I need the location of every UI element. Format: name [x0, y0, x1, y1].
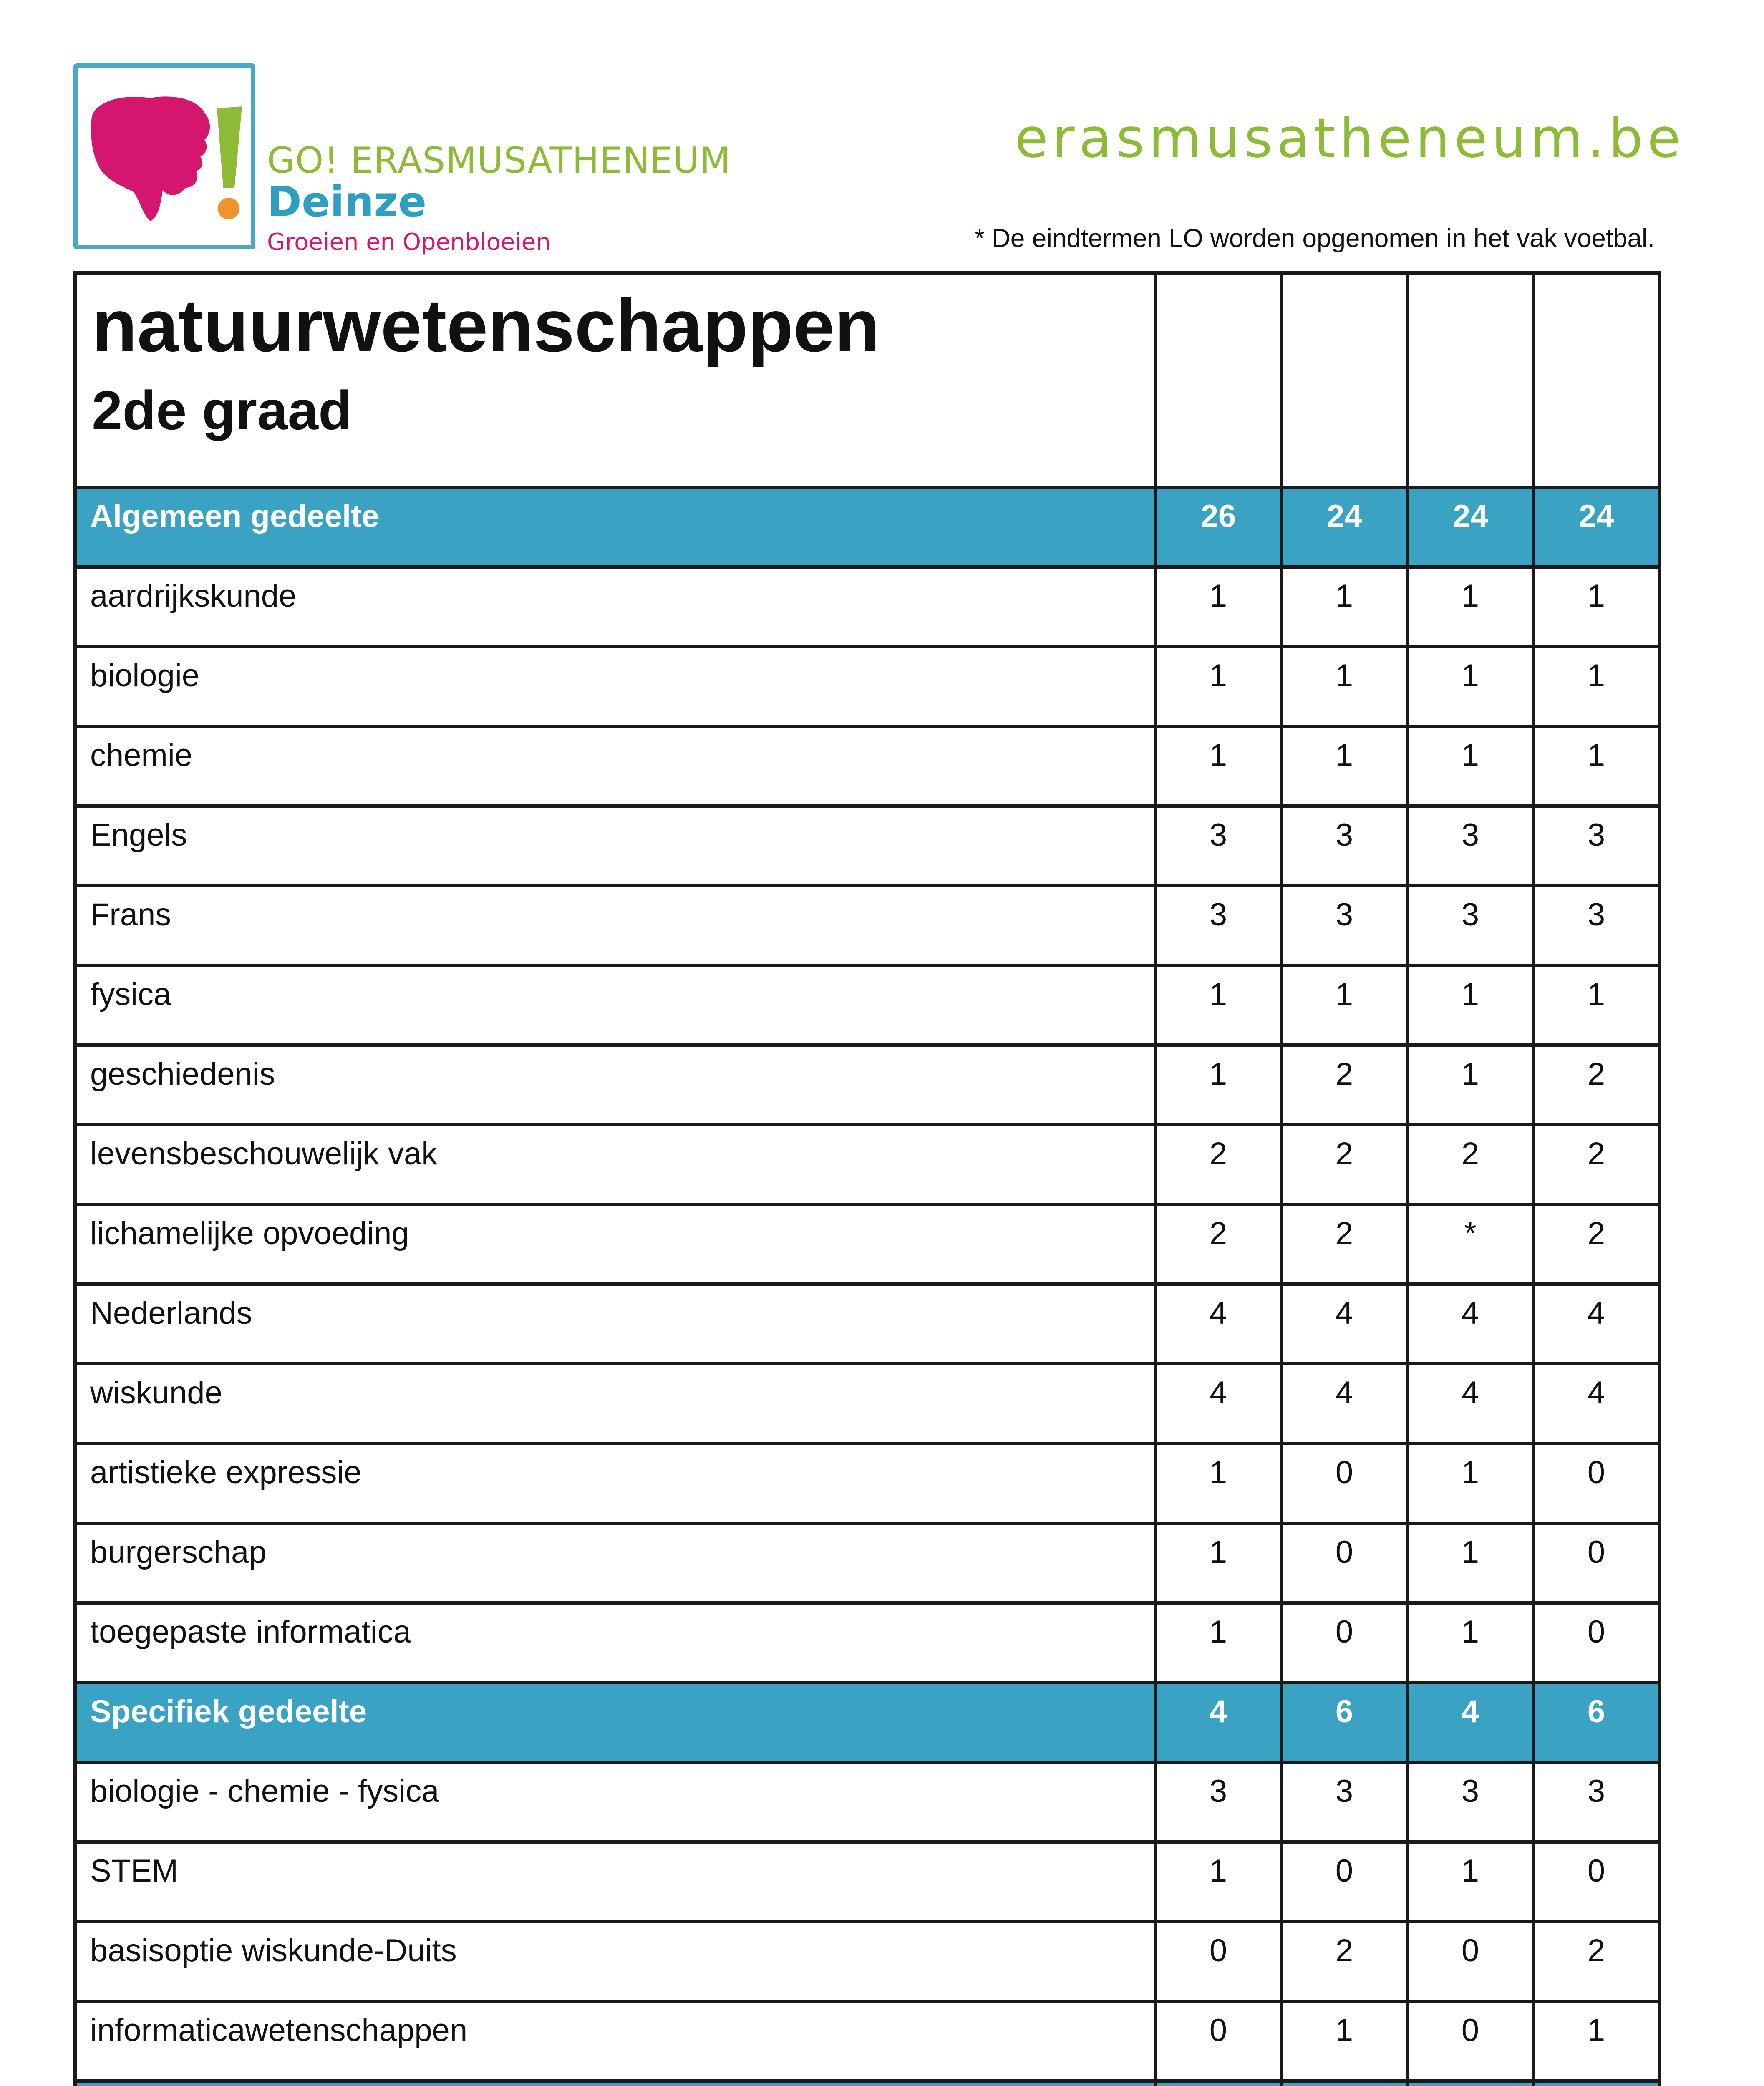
footnote: * De eindtermen LO worden opgenomen in het vak voetbal.	[974, 224, 1655, 253]
page-title: natuurwetenschappen	[92, 284, 880, 367]
subject-name: biologie - chemie - fysica	[75, 1762, 1155, 1842]
section-row	[75, 487, 1659, 567]
hours-cell: *	[1407, 1204, 1533, 1284]
subject-name: geschiedenis	[75, 1045, 1155, 1125]
hours-cell: 1	[1407, 1603, 1533, 1683]
hours-cell: 3	[1407, 886, 1533, 965]
hours-cell: 6	[1281, 1683, 1407, 1762]
hours-cell: 4	[1155, 1683, 1281, 1762]
section-row	[75, 2081, 1659, 2086]
table-row	[75, 1444, 1659, 1523]
hours-cell: 0	[1533, 1842, 1659, 1922]
table-row	[75, 1762, 1659, 1842]
hours-cell: 2	[1533, 1125, 1659, 1204]
hours-cell: 4	[1533, 1284, 1659, 1364]
hours-cell: 4	[1155, 1284, 1281, 1364]
subject-name: informaticawetenschappen	[75, 2001, 1155, 2081]
hours-cell: 1	[1281, 2001, 1407, 2081]
hours-cell: 0	[1155, 2001, 1281, 2081]
hours-cell: 0	[1407, 2001, 1533, 2081]
section-row	[75, 1683, 1659, 1762]
subject-name: wiskunde	[75, 1364, 1155, 1444]
table-row	[75, 1364, 1659, 1444]
column-header	[1407, 273, 1533, 487]
website-link[interactable]: erasmusatheneum.be	[1015, 106, 1685, 170]
hours-cell: 1	[1533, 647, 1659, 726]
subject-name: toegepaste informatica	[75, 1603, 1155, 1683]
subject-name: Engels	[75, 806, 1155, 886]
subject-name: burgerschap	[75, 1523, 1155, 1603]
hours-cell: 6	[1533, 1683, 1659, 1762]
hours-cell: 2	[1407, 1125, 1533, 1204]
hours-cell	[1155, 2081, 1281, 2086]
table-row	[75, 567, 1659, 647]
hours-cell: 2	[1155, 1125, 1281, 1204]
subject-name: chemie	[75, 726, 1155, 806]
subject-name: levensbeschouwelijk vak	[75, 1125, 1155, 1204]
subject-name: basisoptie wiskunde-Duits	[75, 1922, 1155, 2001]
hours-cell: 1	[1155, 1444, 1281, 1523]
brand-tagline: Groeien en Openbloeien	[267, 229, 551, 256]
subject-name: fysica	[75, 965, 1155, 1045]
hours-cell	[1281, 2081, 1407, 2086]
hours-cell: 0	[1533, 1444, 1659, 1523]
subject-name: Specifiek gedeelte	[75, 1683, 1155, 1762]
table-row	[75, 806, 1659, 886]
hours-cell: 3	[1533, 806, 1659, 886]
hours-cell: 0	[1281, 1523, 1407, 1603]
hours-cell: 1	[1155, 567, 1281, 647]
subject-name: lichamelijke opvoeding	[75, 1204, 1155, 1284]
hours-cell: 2	[1281, 1204, 1407, 1284]
table-row	[75, 886, 1659, 965]
column-header	[1155, 273, 1281, 487]
subject-name	[75, 2081, 1155, 2086]
hours-cell: 4	[1407, 1683, 1533, 1762]
hours-cell	[1407, 2081, 1533, 2086]
hours-cell: 1	[1155, 1842, 1281, 1922]
subject-name: aardrijkskunde	[75, 567, 1155, 647]
hours-cell: 1	[1407, 1842, 1533, 1922]
hours-cell: 1	[1155, 726, 1281, 806]
hours-cell: 1	[1407, 567, 1533, 647]
hours-cell: 1	[1533, 567, 1659, 647]
hours-cell: 3	[1155, 886, 1281, 965]
table-row	[75, 1922, 1659, 2001]
hours-cell: 1	[1155, 965, 1281, 1045]
hours-cell: 2	[1533, 1922, 1659, 2001]
hours-cell: 2	[1155, 1204, 1281, 1284]
brand-name: GO! ERASMUSATHENEUM	[267, 140, 731, 181]
table-row	[75, 647, 1659, 726]
hours-cell: 3	[1533, 886, 1659, 965]
hours-cell: 1	[1407, 965, 1533, 1045]
hours-cell: 1	[1281, 647, 1407, 726]
table-row	[75, 1045, 1659, 1125]
table-row	[75, 1842, 1659, 1922]
hours-cell: 0	[1533, 1603, 1659, 1683]
title-cell	[75, 273, 1155, 487]
table-row	[75, 1125, 1659, 1204]
hours-cell: 3	[1533, 1762, 1659, 1842]
hours-cell: 0	[1281, 1842, 1407, 1922]
hours-cell: 0	[1155, 1922, 1281, 2001]
subject-name: Nederlands	[75, 1284, 1155, 1364]
table-row	[75, 726, 1659, 806]
hours-cell: 26	[1155, 487, 1281, 567]
hours-cell: 2	[1281, 1125, 1407, 1204]
hours-cell: 1	[1407, 1444, 1533, 1523]
hours-cell: 2	[1281, 1045, 1407, 1125]
hours-cell: 1	[1281, 567, 1407, 647]
table-row	[75, 965, 1659, 1045]
table-header-row	[75, 273, 1659, 487]
hours-cell: 3	[1281, 886, 1407, 965]
hours-cell: 24	[1281, 487, 1407, 567]
table-row	[75, 1284, 1659, 1364]
hours-cell: 4	[1533, 1364, 1659, 1444]
hours-cell: 1	[1155, 1523, 1281, 1603]
column-header	[1281, 273, 1407, 487]
hours-cell: 1	[1155, 1045, 1281, 1125]
hours-cell: 24	[1407, 487, 1533, 567]
hours-cell: 1	[1407, 1045, 1533, 1125]
hours-cell: 1	[1407, 726, 1533, 806]
table-row	[75, 1603, 1659, 1683]
hours-cell: 24	[1533, 487, 1659, 567]
hours-cell: 1	[1407, 1523, 1533, 1603]
hours-cell: 1	[1407, 647, 1533, 726]
hours-cell: 0	[1281, 1444, 1407, 1523]
hours-cell: 2	[1281, 1922, 1407, 2001]
hours-cell: 3	[1407, 1762, 1533, 1842]
hours-cell	[1533, 2081, 1659, 2086]
subject-name: Algemeen gedeelte	[75, 487, 1155, 567]
subject-name: STEM	[75, 1842, 1155, 1922]
hours-cell: 4	[1407, 1284, 1533, 1364]
lesson-hours-table	[73, 271, 1661, 2086]
hours-cell: 0	[1407, 1922, 1533, 2001]
table-row	[75, 2001, 1659, 2081]
hours-cell: 1	[1281, 726, 1407, 806]
subject-name: Frans	[75, 886, 1155, 965]
hours-cell: 2	[1533, 1204, 1659, 1284]
hours-cell: 1	[1281, 965, 1407, 1045]
table-row	[75, 1204, 1659, 1284]
hours-cell: 3	[1281, 1762, 1407, 1842]
hours-cell: 1	[1155, 647, 1281, 726]
school-logo-icon	[79, 83, 259, 234]
subject-name: biologie	[75, 647, 1155, 726]
hours-cell: 0	[1281, 1603, 1407, 1683]
hours-cell: 4	[1281, 1284, 1407, 1364]
column-header	[1533, 273, 1659, 487]
hours-cell: 0	[1533, 1523, 1659, 1603]
page-subtitle: 2de graad	[92, 380, 352, 441]
hours-cell: 1	[1533, 965, 1659, 1045]
hours-cell: 4	[1281, 1364, 1407, 1444]
table-row	[75, 1523, 1659, 1603]
hours-cell: 4	[1155, 1364, 1281, 1444]
subject-name: artistieke expressie	[75, 1444, 1155, 1523]
hours-cell: 4	[1407, 1364, 1533, 1444]
hours-cell: 1	[1155, 1603, 1281, 1683]
hours-cell: 3	[1155, 806, 1281, 886]
hours-cell: 1	[1533, 2001, 1659, 2081]
hours-cell: 3	[1281, 806, 1407, 886]
hours-cell: 1	[1533, 726, 1659, 806]
hours-cell: 3	[1407, 806, 1533, 886]
hours-cell: 3	[1155, 1762, 1281, 1842]
hours-cell: 2	[1533, 1045, 1659, 1125]
brand-city: Deinze	[267, 177, 427, 226]
